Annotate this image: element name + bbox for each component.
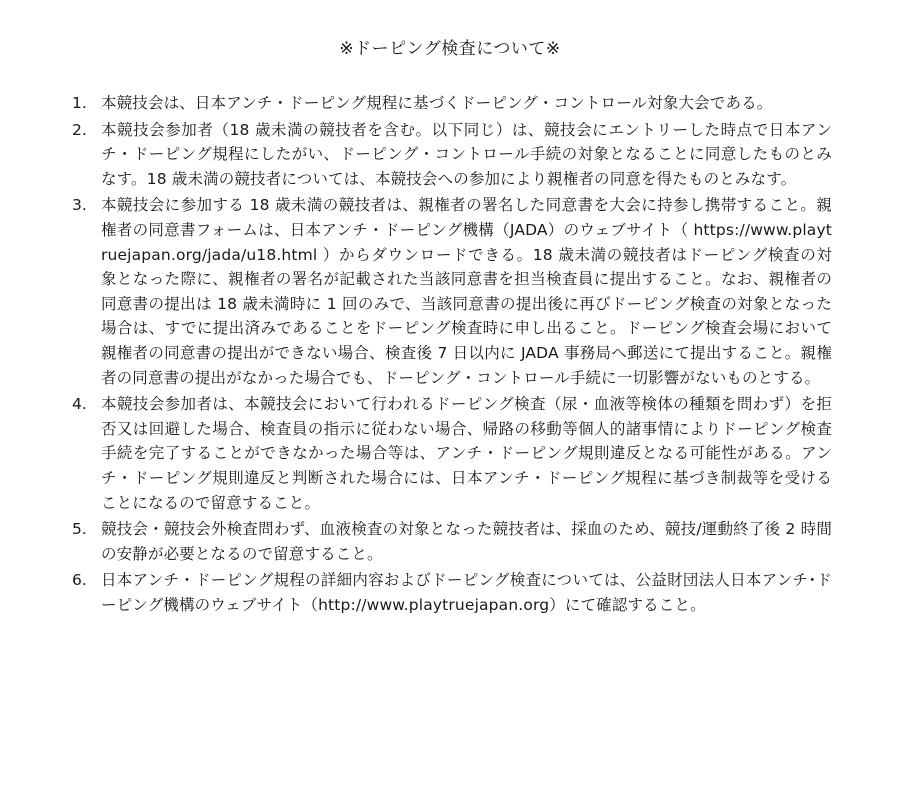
page-title: ※ドーピング検査について※: [339, 39, 561, 59]
item-text: 競技会・競技会外検査問わず、血液検査の対象となった競技者は、採血のため、競技/運動終了後 2 時間の安静が必要となるので留意すること。: [101, 520, 832, 563]
list-item: [72, 517, 832, 566]
list-item: [72, 91, 832, 116]
numbered-list: [72, 91, 832, 619]
list-item: [72, 118, 832, 192]
list-item: [72, 193, 832, 390]
item-number: 1.: [72, 94, 87, 112]
item-number: 5.: [72, 520, 87, 539]
item-text: 本競技会に参加する 18 歳未満の競技者は、親権者の署名した同意書を大会に持参し携帯すること。親権者の同意書フォームは、日本アンチ・ドーピング機構（JADA）のウェブサイト（ https://www.playtruejapan.org/jada/u18.html ）からダウンロードできる。18 歳未満の競技者はドーピング検査の対象となった際に、親権者の署名が記載された当該同意書を担当検査員に提出すること。なお、親権者の同意書の提出は 18 歳未満時に 1 回のみで、当該同意書の提出後に再びドーピング検査の対象となった場合は、すでに提出済みであることをドーピング検査時に申し出ること。ドーピング検査会場において親権者の同意書の提出ができない場合、検査後 7 日以内に JADA 事務局へ郵送にて提出すること。親権者の同意書の提出がなかった場合でも、ドーピング・コントロール手続に一切影響がないものとする。: [101, 196, 832, 387]
item-number: 6.: [72, 571, 87, 590]
item-number: 3.: [72, 196, 87, 215]
list-item: [72, 392, 832, 515]
item-text: 本競技会参加者は、本競技会において行われるドーピング検査（尿・血液等検体の種類を問わず）を拒否又は回避した場合、検査員の指示に従わない場合、帰路の移動等個人的諸事情によりドーピング検査手続を完了することができなかった場合等は、アンチ・ドーピング規則違反となる可能性がある。アンチ・ドーピング規則違反と判断された場合には、日本アンチ・ドーピング規程に基づき制裁等を受けることになるので留意すること。: [101, 395, 832, 512]
item-text: 本競技会は、日本アンチ・ドーピング規程に基づくドーピング・コントロール対象大会である。: [101, 94, 773, 112]
item-number: 4.: [72, 395, 87, 414]
item-text: 本競技会参加者（18 歳未満の競技者を含む。以下同じ）は、競技会にエントリーした時点で日本アンチ・ドーピング規程にしたがい、ドーピング・コントロール手続の対象となることに同意したものとみなす。18 歳未満の競技者については、本競技会への参加により親権者の同意を得たものとみなす。: [101, 120, 832, 188]
item-number: 2.: [72, 120, 87, 139]
list-item: [72, 568, 832, 617]
item-text: 日本アンチ・ドーピング規程の詳細内容およびドーピング検査については、公益財団法人日本アンチ･ドーピング機構のウェブサイト（http://www.playtruejapan.org）にて確認すること。: [101, 571, 832, 614]
